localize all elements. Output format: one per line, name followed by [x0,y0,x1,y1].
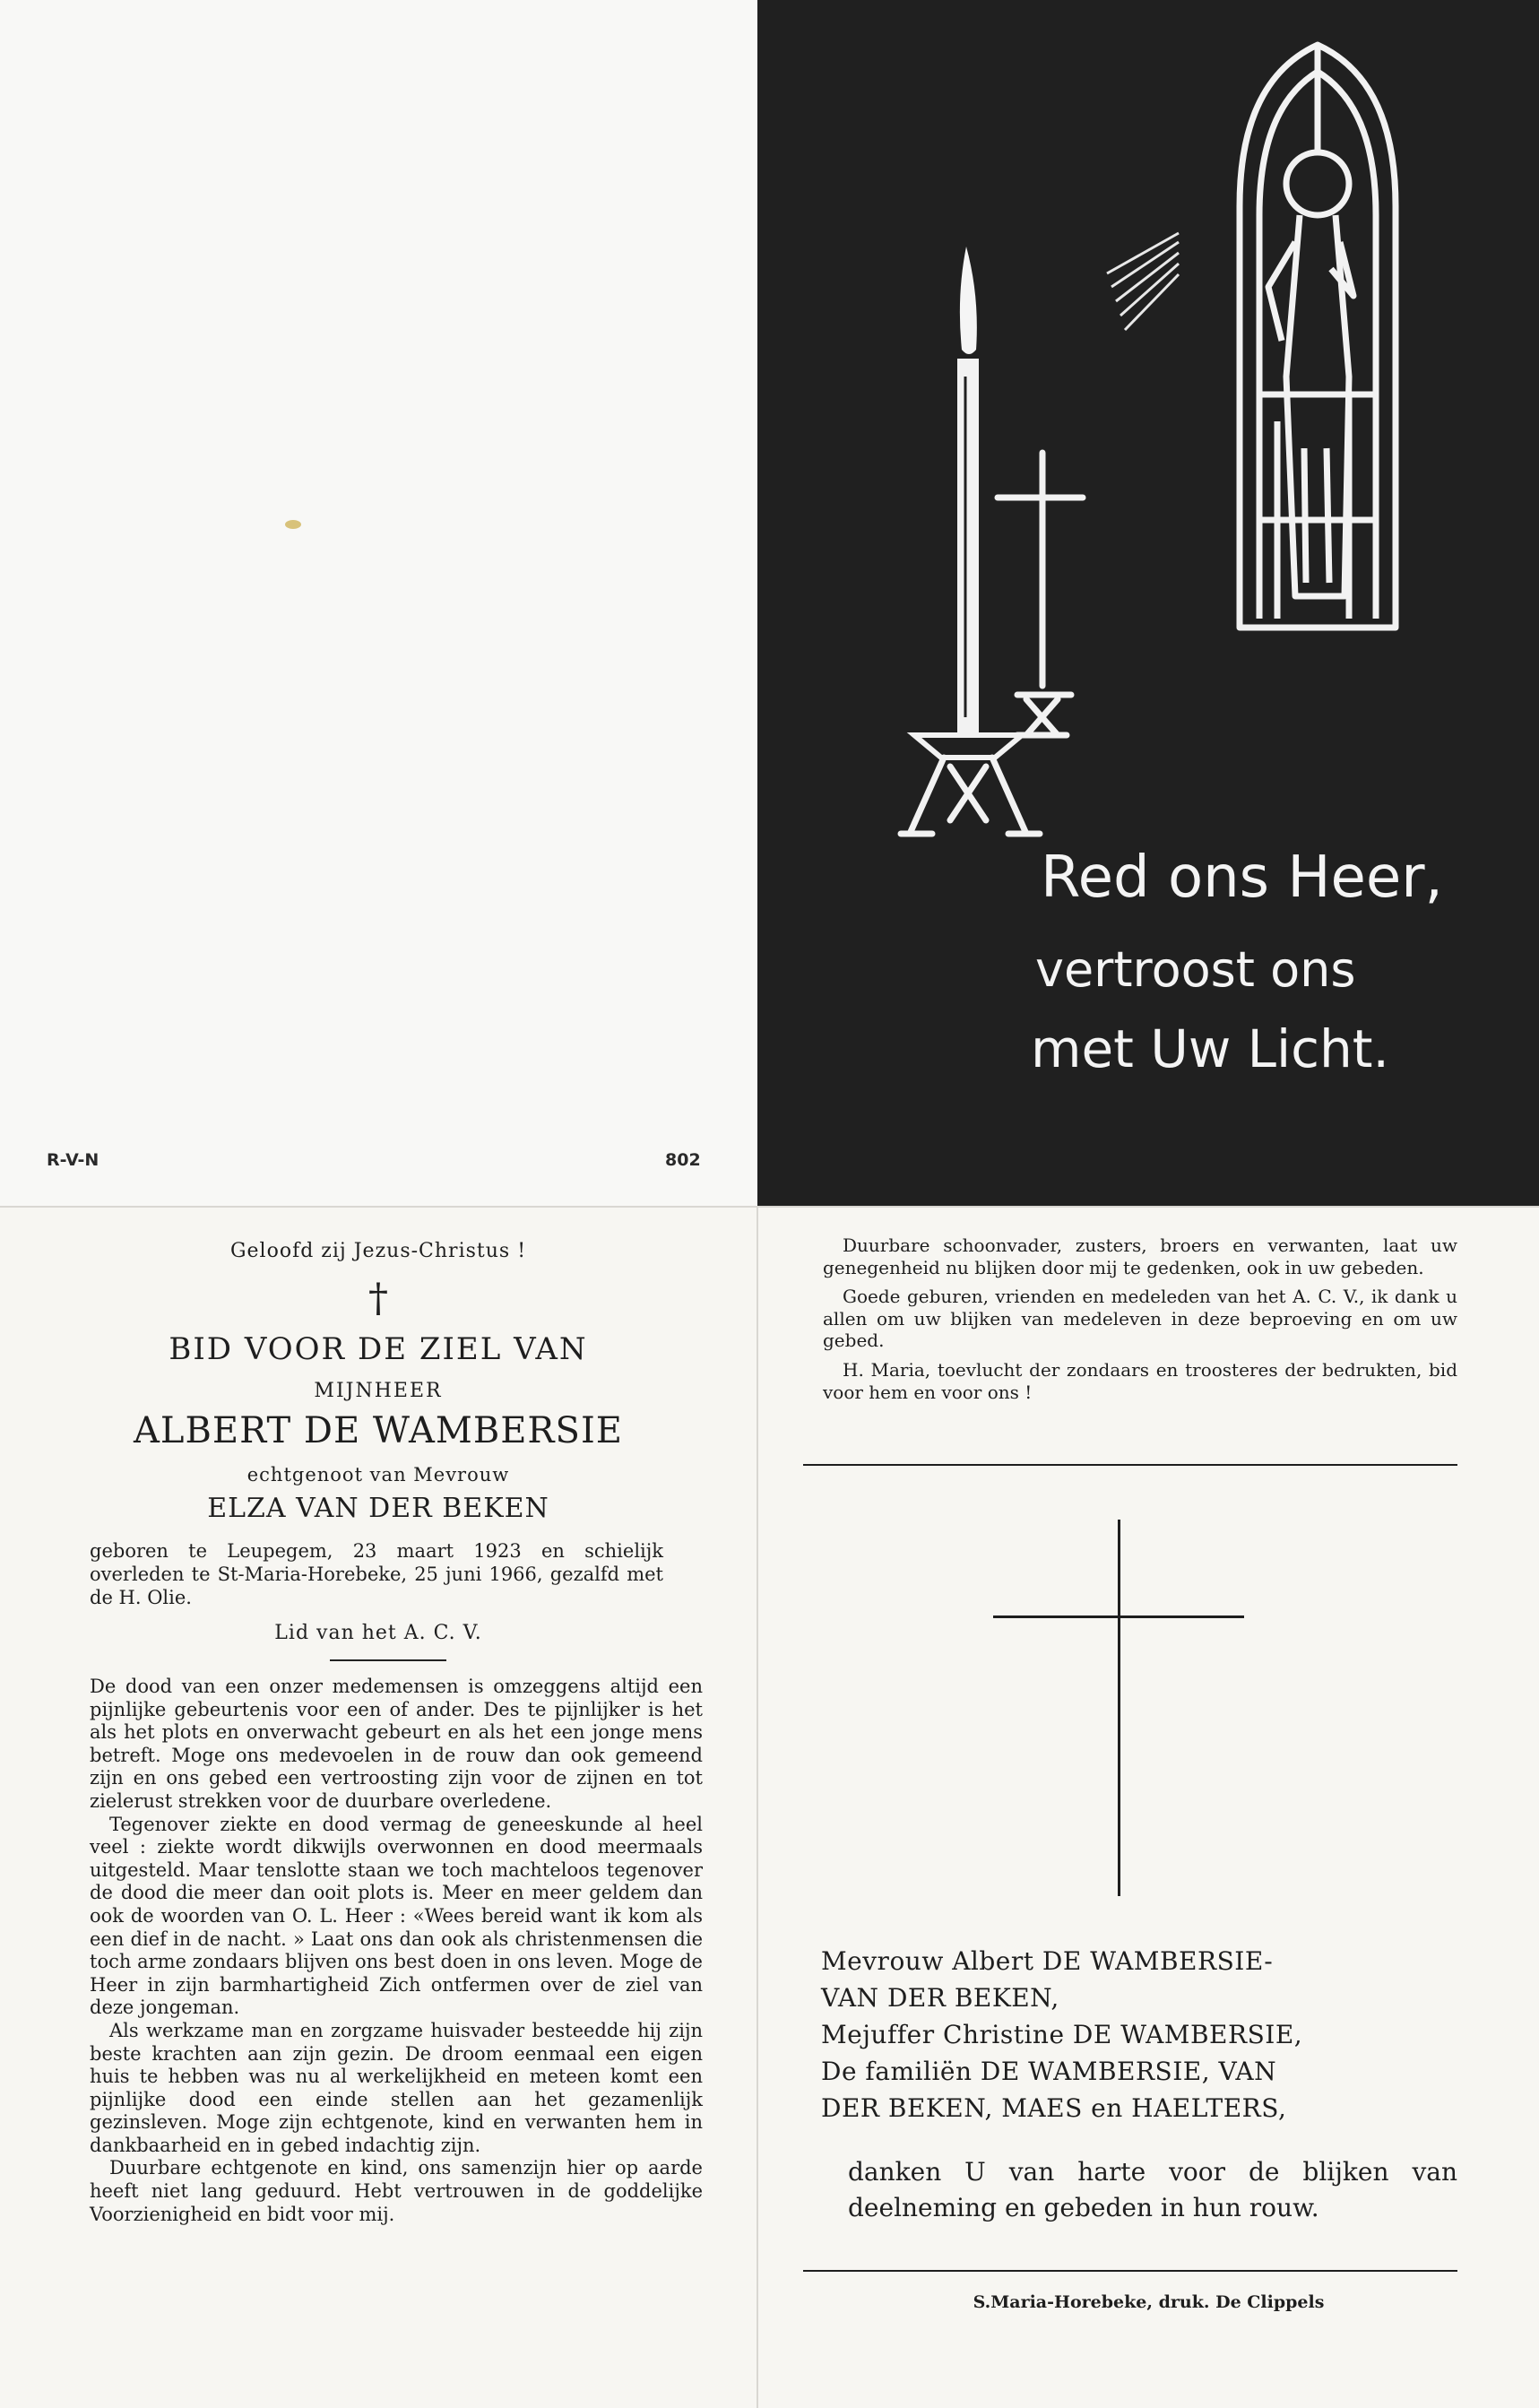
birth-death-details: geboren te Leupegem, 23 maart 1923 en schielijk overleden te St-Maria-Horebeke, 25 juni 1966, gezalfd met de H. Olie. [90,1540,663,1608]
family-line: VAN DER BEKEN, [821,1983,1059,2013]
divider [803,1464,1457,1466]
title-honorific: MIJNHEER [314,1380,443,1402]
family-line: De familiën DE WAMBERSIE, VAN [821,2057,1277,2086]
cross-glyph-icon: † [368,1276,388,1321]
back-cover-panel [0,0,757,1206]
large-cross-bar [993,1615,1244,1618]
devotional-illustration [757,0,1539,1206]
paragraph: Duurbare echtgenote en kind, ons samenzijn hier op aarde heeft niet lang geduurd. Hebt vertrouwen in de goddelijke Voorzienigheid en bidt voor mij. [90,2157,703,2225]
memorial-body [90,1676,703,2226]
printer-credit: S.Maria-Horebeke, druk. De Clippels [973,2292,1325,2312]
divider [803,2270,1457,2272]
printer-code-right: 802 [665,1150,701,1170]
paper-speck [285,520,301,529]
membership: Lid van het A. C. V. [274,1622,482,1644]
divider [330,1659,446,1661]
caption-line-1: Red ons Heer, [1041,845,1443,911]
family-list [821,1943,1466,2126]
prayer-heading: BID VOOR DE ZIEL VAN [169,1331,588,1367]
printer-code-left: R-V-N [47,1150,99,1170]
family-line: Mejuffer Christine DE WAMBERSIE, [821,2020,1303,2049]
paragraph: Duurbare schoonvader, zusters, broers en verwanten, laat uw genegenheid nu blijken door mij te gedenken, ook in uw gebeden. [823,1234,1457,1278]
front-cover-image-panel [757,0,1539,1206]
paragraph: H. Maria, toevlucht der zondaars en troosteres der bedrukten, bid voor hem en voor ons ! [823,1358,1457,1403]
spouse-prefix: echtgenoot van Mevrouw [246,1464,510,1486]
light-rays-icon [1107,233,1179,330]
spouse-name: ELZA VAN DER BEKEN [207,1493,549,1524]
deceased-name: ALBERT DE WAMBERSIE [134,1410,623,1451]
farewell-text [823,1234,1457,1410]
paragraph: Als werkzame man en zorgzame huisvader besteedde hij zijn beste krachten aan zijn gezin. De droom eenmaal een eigen huis te hebben was nu al werkelijkheid en meteen komt een pijnlijke dood een einde stellen aan het gezamenlijk gezinsleven. Moge zijn echtgenote, kind en verwanten hem in dankbaarheid en in gebed indachtig zijn. [90,2019,703,2156]
greeting: Geloofd zij Jezus-Christus ! [229,1240,527,1262]
caption-line-3: met Uw Licht. [1031,1018,1389,1079]
candle-icon [901,247,1040,834]
paragraph: Goede geburen, vrienden en medeleden van het A. C. V., ik dank u allen om uw blijken van medeleven in deze beproeving en om uw gebed. [823,1286,1457,1352]
family-line: Mevrouw Albert DE WAMBERSIE- [821,1946,1274,1976]
cross-icon [998,453,1083,735]
large-cross-icon [1118,1520,1120,1896]
paragraph: Tegenover ziekte en dood vermag de geneeskunde al heel veel : ziekte wordt dikwijls overwonnen en dood meermaals uitgesteld. Maar tenslotte staan we toch machteloos tegenover de dood die meer dan ooit plots is. Meer en meer geldem dan ook de woorden van O. L. Heer : «Wees bereid want ik kom als een dief in de nacht. » Laat ons dan ook als christenmensen die toch arme zondaars blijven ons best doen in ons leven. Moge de Heer in zijn barmhartigheid Zich ontfermen over de ziel van deze jongeman. [90,1813,703,2019]
thanks-message: danken U van harte voor de blijken van deelneming en gebeden in hun rouw. [848,2157,1457,2222]
paragraph: De dood van een onzer medemensen is omzeggens altijd een pijnlijke gebeurtenis voor een of ander. Des te pijnlijker is het als het plots en onverwacht gebeurt en als het een jonge mens betreft. Moge ons medevoelen in de rouw dan ook gemeend zijn en ons gebed een vertroosting zijn voor de zijnen en tot zielerust strekken voor de duurbare overledene. [90,1676,703,1812]
memorial-text-panel [0,1208,757,2408]
family-line: DER BEKEN, MAES en HAELTERS, [821,2093,1287,2123]
caption-line-2: vertroost ons [1035,941,1356,998]
thanks-panel [758,1208,1539,2408]
stained-glass-window-icon [1240,45,1396,628]
